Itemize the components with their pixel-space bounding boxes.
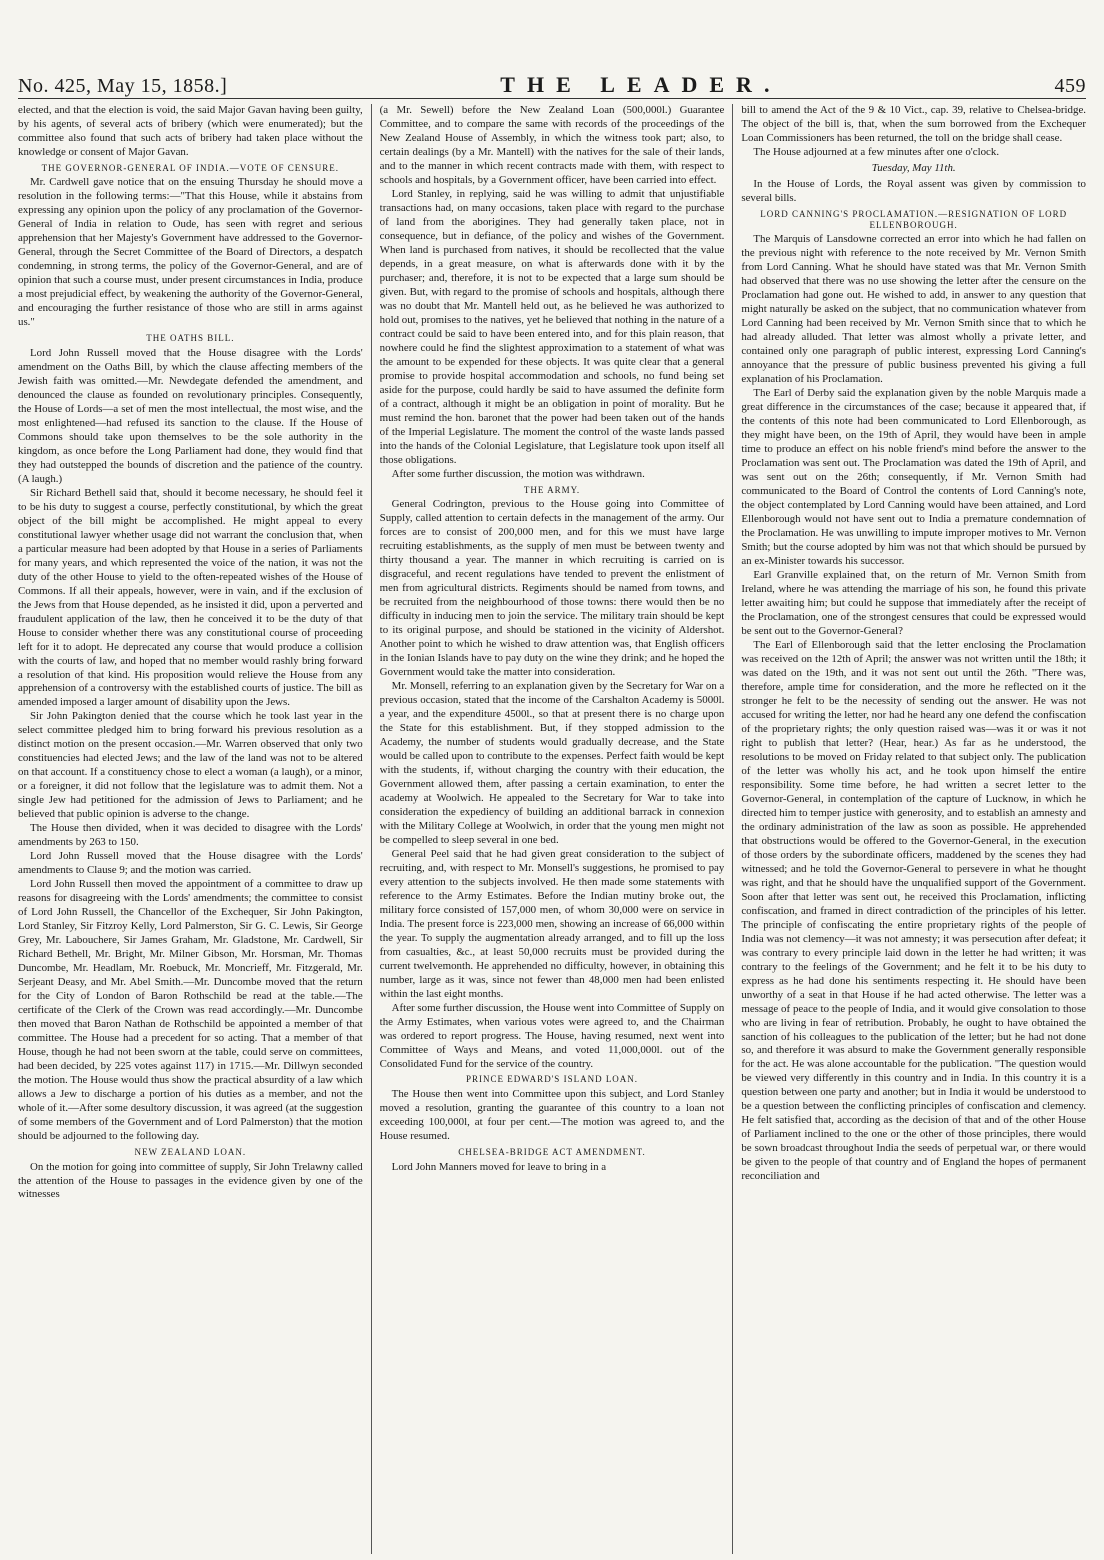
column-2 xyxy=(380,104,725,1554)
paragraph: On the motion for going into committee of supply, Sir John Trelawny called the attention of the House to passages in the evidence given by one of the witnesses xyxy=(18,1160,363,1201)
paragraph: The Earl of Derby said the explanation given by the noble Marquis made a great difference in the circumstances of the case; because it appeared that, if the contents of this note had been communicated to Lord Ellenborough, as they might have been, on the 19th of April, they would have been in ample time to produce an effect on his noble friend's mind before the answer to the Proclamation was sent out. The Proclamation was dated the 19th of April, and was sent out on the 26th; consequently, if Mr. Vernon Smith had communicated to the Board of Control the contents of Lord Canning's note, the object contemplated by Lord Canning would have been attained, and Lord Ellenborough would not have sent out to India a premature condemnation of the Proclamation. He was unwilling to impute improper motives to Mr. Vernon Smith; but the course adopted by him was not that which should be pursued by an ex-Minister towards his successor. xyxy=(741,387,1087,568)
section-heading: NEW ZEALAND LOAN. xyxy=(134,1146,247,1157)
paragraph: Earl Granville explained that, on the return of Mr. Vernon Smith from Ireland, where he was attending the marriage of his son, he found this private letter awaiting him; but could he suppose that immediately after the receipt of the Proclamation, one of the strongest censures that could be expressed would be sent out to the Governor-General? xyxy=(741,569,1087,637)
page-number: 459 xyxy=(1054,75,1086,97)
paragraph: In the House of Lords, the Royal assent was given by commission to several bills. xyxy=(741,177,1087,204)
paragraph: After some further discussion, the motion was withdrawn. xyxy=(391,467,645,480)
paragraph: bill to amend the Act of the 9 & 10 Vict., cap. 39, relative to Chelsea-bridge. The object of the bill is, that, when the sum borrowed from the Exchequer Loan Commissioners has been returned, the toll on the bridge shall cease. xyxy=(741,104,1087,144)
paragraph: Mr. Monsell, referring to an explanation given by the Secretary for War on a previous occasion, stated that the income of the Carshalton Academy is 5000l. a year, and the expenditure 4500l., so that at present there is no charge upon the State for this establishment. But, if they stopped admission to the Academy, the number of students would gradually decrease, and the State would be called upon to contribute to the expenses. Perfect faith would be kept with the students, if, without charging the country with their education, the Government allowed them, after passing a certain examination, to enter the academy at Woolwich. He appealed to the Secretary for War to take into consideration the expediency of building an additional barrack in connexion with the Military College at Woolwich, in order that the young men might not be compelled to sleep several in one bed. xyxy=(379,679,725,846)
paragraph: (a Mr. Sewell) before the New Zealand Loan (500,000l.) Guarantee Committee, and to compare the same with records of the proceedings of the New Zealand House of Assembly, in which the witness took part; also, to certain dealings (by a Mr. Mantell) with the natives for the sale of their lands, and to the manner in which recent contracts made with them, with respect to schools and hospitals, by a Government officer, have been carried into effect. xyxy=(379,104,725,186)
paragraph: Sir Richard Bethell said that, should it become necessary, he should feel it to be his duty to suggest a course, perfectly constitutional, by which the great object of the bill might be accomplished. He might appeal to every constitutional lawyer whether usage did not warrant the conclusion that, when a particular measure had been adopted by that House in a series of Parliaments for many years, and which represented the voice of the nation, it was not the duty of the other House to yield to the often-repeated wishes of the House of Commons. If all their appeals, however, were in vain, and if the exclusion of the Jews from that House depended, as he insisted it did, upon a perverted and fraudulent application of the law, then he conceived it to be the duty of that House to consider whether there was any constitutional course of proceeding left for it to adopt. He deprecated any course that would produce a collision with the courts of law, and hoped that no member would rashly bring forward a resolution of that kind. His proposition would relieve the House from any apprehension of a controversy with the established courts of justice. The bill as amended imposed a larger amount of disability upon the Jews. xyxy=(18,486,363,709)
masthead xyxy=(18,70,1086,99)
paragraph: The House then went into Committee upon this subject, and Lord Stanley moved a resolution, granting the guarantee of this country to a loan not exceeding 100,000l, at four per cent.—The motion was agreed to, and the House resumed. xyxy=(379,1088,725,1142)
section-heading: THE ARMY. xyxy=(523,484,581,495)
section-heading: PRINCE EDWARD'S ISLAND LOAN. xyxy=(465,1074,639,1085)
section-heading: THE OATHS BILL. xyxy=(146,333,235,344)
paragraph: Lord John Russell moved that the House disagree with the Lords' amendments to Clause 9; and the motion was carried. xyxy=(18,850,363,877)
paragraph: Sir John Pakington denied that the course which he took last year in the select committee pledged him to bring forward his previous resolution as a distinct motion on the present occasion.—Mr. Warren observed that only two constituencies had elected Jews; and the law of the land was not to be altered on that account. If a constituency chose to elect a woman (a laugh), or a minor, or a foreigner, it did not follow that the legislature was to admit them. Not a single Jew had petitioned for the admission of Jews to Parliament; and he believed that public opinion is adverse to the change. xyxy=(18,710,363,821)
dateline: Tuesday, May 11th. xyxy=(871,161,956,174)
paragraph: elected, and that the election is void, the said Major Gavan having been guilty, by his agents, of several acts of bribery (which were enumerated); but the committee also found that such acts of bribery had taken place without the knowledge or consent of Major Gavan. xyxy=(18,104,363,158)
paragraph: The Earl of Ellenborough said that the letter enclosing the Proclamation was received on the 12th of April; the answer was not written until the 18th; it was dated on the 19th, and it was not sent out until the 26th. "There was, therefore, ample time for consideration, and the more he reflected on it the stronger he felt to be the necessity of sending out the answer. He was not accused for writing the letter, nor had he heard any one defend the confiscation of the proprietary rights; the only question raised was—was it or was it not right to publish that letter? (Hear, hear.) As far as he understood, the resolutions to be moved on Friday related to that subject only. The publication of the letter was wholly his act, and he took upon himself the entire responsibility. Some time before, he had written a secret letter to the Governor-General, in contemplation of the capture of Lucknow, in which he directed him to temper justice with generosity, and to establish an amnesty and the ordinary administration of the law as soon as possible. He apprehended that obstructions would be offered to the Governor-General, in the execution of those orders by the subordinate officers, maddened by the scenes they had witnessed; and he told the Governor-General to persevere in what he thought was right, and that he should have the unqualified support of the Government. Soon after that letter was sent out, he received this Proclamation, inflicting confiscation, and framed in direct contradiction of the principles of his letter. The principle of confiscating the entire proprietary rights of the people of India was not clemency—it was not amnesty; it was persecution after defeat; it was contrary to every principle laid down in the letter he had written; it was contrary to the feelings of the Government; and he felt it to be his duty to express as he had done his sentiments respecting it. He should have been unworthy of a seat in that House if he had acted otherwise. The letter was a message of peace to the people of India, and it would give consolation to those who are living in fear of retribution. Probably, he ought to have obtained the sanction of his colleagues to the publication of the letter; but he had not done so, and therefore it was absurd to make the Government generally responsible for the act. He was alone accountable for the publication. "The question would be viewed very differently in this country and in India. In this country it is a question between one party and another; but in India it would be understood to be a question between the conflicting principles of confiscation and clemency. He felt satisfied that, according as the decision of that and of the other House of Parliament inclined to the one or the other of those principles, there would be sown broadcast throughout India the seeds of perpetual war, or there would be given to the people of that country and of England the hopes of permanent reconciliation and xyxy=(741,638,1087,1183)
text-columns xyxy=(18,104,1086,1554)
paragraph: The House adjourned at a few minutes after one o'clock. xyxy=(753,145,1000,158)
paragraph: Mr. Cardwell gave notice that on the ensuing Thursday he should move a resolution in the following terms:—"That this House, while it abstains from expressing any opinion upon the policy of any proclamation of the Governor-General of India in relation to Oude, has seen with regret and serious apprehension that her Majesty's Government have addressed to the Governor-General, through the Secret Committee of the Board of Directors, a despatch condemning, in strong terms, the policy of the Governor-General, and are of opinion that such a course must, under present circumstances in India, produce a most prejudicial effect, by weakening the authority of the Governor-General, and encouraging the further resistance of those who are still in arms against us." xyxy=(18,176,363,329)
column-3 xyxy=(741,104,1086,1554)
paragraph: General Codrington, previous to the House going into Committee of Supply, called attention to certain defects in the management of the army. Our forces are to consist of 200,000 men, and for this we must have large recruiting establishments, as the supply of men must be between twenty and thirty thousand a year. The manner in which recruiting is carried on is disgraceful, and recent regulations have tended to prevent the enlistment of men from agricultural districts. Regiments should be named from towns, and be recruited from the neighbourhood of those towns: there would then be no difficulty in inducing men to join the service. The military train should be kept to its original purpose, and should be stationed in the vicinity of Aldershot. Another point to which he wished to draw attention was, that English officers in the Ionian Islands have to pay duty on the wine they drink; and he hoped the Government would take the matter into consideration. xyxy=(379,498,725,678)
paragraph: Lord John Russell moved that the House disagree with the Lords' amendment on the Oaths Bill, by which the clause affecting members of the Jewish faith was omitted.—Mr. Newdegate defended the amendment, and denounced the clause as founded on revolutionary principles. Consequently, the House of Lords—a set of men the most intellectual, the most wise, and the most enlightened—had refused its sanction to the clause. If the House of Commons should take upon themselves to be the sole authority in the kingdom, as once before the Long Parliament had done, they would find that they had outstepped the bounds of discretion and the patience of the country. (A laugh.) xyxy=(18,346,363,485)
paragraph: After some further discussion, the House went into Committee of Supply on the Army Estimates, when various votes were agreed to, and the Chairman was ordered to report progress. The House, having resumed, next went into Committee of Ways and Means, and voted 11,000,000l. out of the Consolidated Fund for the service of the country. xyxy=(379,1001,725,1070)
newspaper-title: THE LEADER. xyxy=(500,72,782,97)
paragraph: The House then divided, when it was decided to disagree with the Lords' amendments by 263 to 150. xyxy=(18,822,363,849)
section-heading: THE GOVERNOR-GENERAL OF INDIA.—VOTE OF CENSURE. xyxy=(41,162,340,173)
column-divider xyxy=(371,104,372,1554)
paragraph: General Peel said that he had given great consideration to the subject of recruiting, and, with respect to Mr. Monsell's suggestions, he promised to pay every attention to the subjects involved. He then made some statements with reference to the Army Estimates. Before the Indian mutiny broke out, the military force consisted of 157,000 men, of whom 30,000 were on service in India. The present force is 223,000 men, showing an increase of 66,000 within the year. To supply the augmentation already arranged, and to fill up the loss from casualties, &c., at least 50,000 recruits must be provided during the current twelvemonth. He apprehended no difficulty, however, in obtaining this number, large as it was, since not fewer than 48,000 men had been enlisted within the last eight months. xyxy=(379,847,725,1000)
paragraph: Lord John Russell then moved the appointment of a committee to draw up reasons for disagreeing with the Lords' amendments; the committee to consist of Lord John Russell, the Chancellor of the Exchequer, Sir John Pakington, Lord Stanley, Sir Fitzroy Kelly, Lord Palmerston, Sir G. C. Lewis, Sir George Grey, Mr. Labouchere, Sir James Graham, Mr. Gladstone, Mr. Cardwell, Sir Richard Bethell, Mr. Bright, Mr. Milner Gibson, Mr. Horsman, Mr. Thomas Duncombe, Mr. Headlam, Mr. Roebuck, Mr. Moncrieff, Mr. Fitzgerald, Mr. Serjeant Deasy, and Mr. Abel Smith.—Mr. Duncombe moved that the return for the City of London of Baron Rothschild be read at the table.—The certificate of the Clerk of the Crown was read accordingly.—Mr. Duncombe then moved that Baron Nathan de Rothschild be appointed a member of that committee. The House had a precedent for so acting. That a member of that House, though he had not been sworn at the table, could serve on committees, had been decided, by 225 votes against 117) in 1715.—Mr. Dillwyn seconded the motion. The House would thus show the practical absurdity of a law which allows a Jew to discharge a portion of his duties as a member, and not the whole of it.—After some desultory discussion, it was agreed (at the suggestion of some members of the Government and of Lord Palmerston) that the motion should be adjourned to the following day. xyxy=(18,878,363,1142)
column-divider xyxy=(732,104,733,1554)
issue-line: No. 425, May 15, 1858.] xyxy=(18,75,228,97)
paragraph: Lord Stanley, in replying, said he was willing to admit that unjustifiable transactions had, on many occasions, taken place with regard to the purchase of land from the aborigines. They had generally taken place, not in consequence, but in defiance, of the policy and wishes of the Government. When land is purchased from natives, it should be recollected that the value depends, in a great measure, on what is afterwards done with it by the purchaser; and, therefore, it is not to be expected that a large sum should be given. But, with regard to the promise of schools and hospitals, although there was no doubt that Mr. Mantell held out, as he believed he was authorized to hold out, promises to the natives, yet he believed that nothing in the nature of a contract could be said to have been entered into, and for this plain reason, that nowhere could he find the slightest approximation to a statement of what was the amount to be expended for these objects. It was quite clear that a general promise to provide hospital accommodation and schools, no fund being set aside for the purpose, could hardly be said to have assumed the definite form of a contract, although it might be an obligation in point of morality. But he must remind the hon. baronet that the power had been taken out of the hands of the Imperial Legislature. The moment the control of the waste lands passed into the hands of the Colonial Legislature, that Legislature took upon itself all those obligations. xyxy=(379,187,725,466)
column-1 xyxy=(18,104,363,1554)
section-heading: CHELSEA-BRIDGE ACT AMENDMENT. xyxy=(458,1146,646,1157)
section-heading: LORD CANNING'S PROCLAMATION.—RESIGNATION OF LORD ELLENBOROUGH. xyxy=(760,208,1068,231)
paragraph: The Marquis of Lansdowne corrected an error into which he had fallen on the previous night with reference to the note received by Mr. Vernon Smith from Lord Canning. What he should have stated was that Mr. Vernon Smith had observed that there was no use showing the letter after the censure on the Proclamation had gone out. He wished to add, in answer to any question that might naturally be asked on the subject, that no communication whatever from Lord Canning had been received by Mr. Vernon Smith since that to which he had already alluded. That letter was almost wholly a private letter, and contained only one paragraph of public interest, expressing Lord Canning's annoyance that the pressure of public business prevented his giving a full explanation of his Proclamation. xyxy=(741,233,1087,386)
paragraph: Lord John Manners moved for leave to bring in a xyxy=(391,1160,607,1173)
